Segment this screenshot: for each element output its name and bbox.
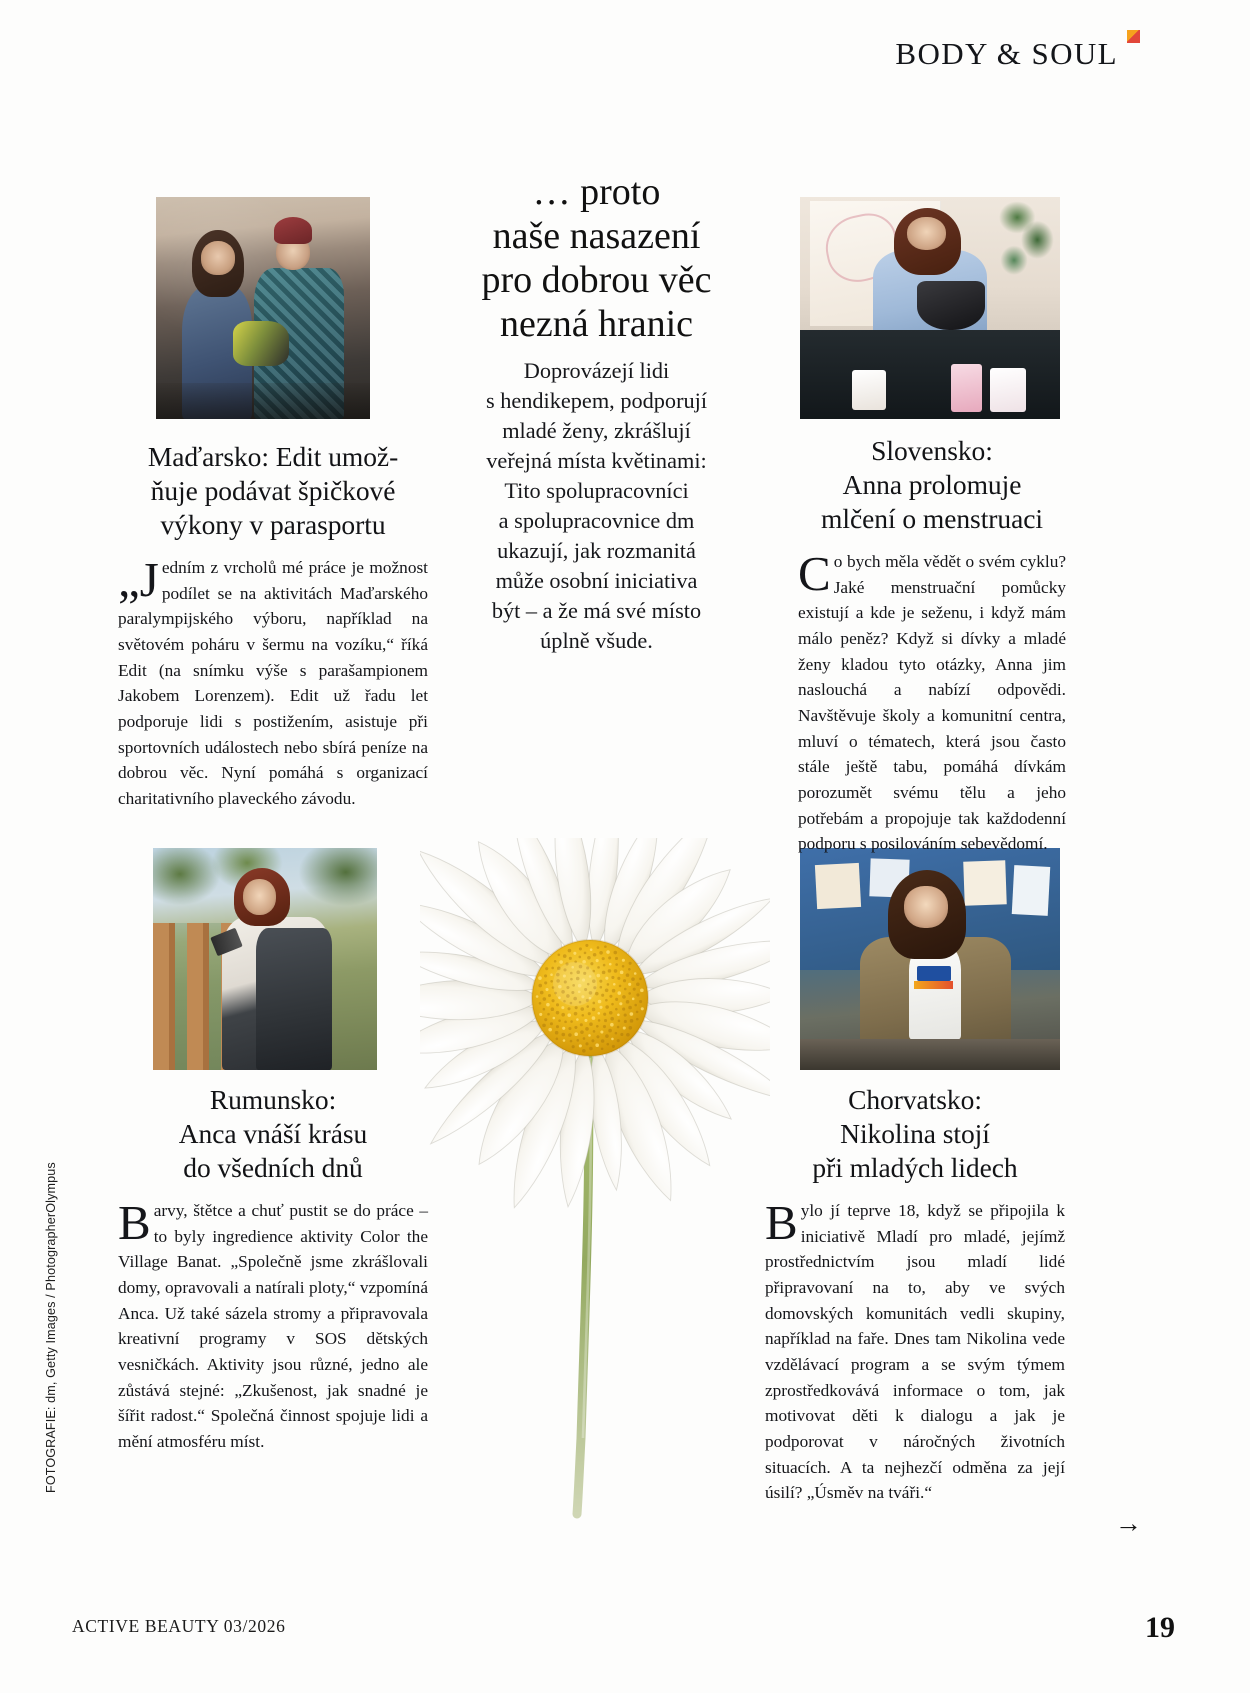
heading-line: výkony v parasportu xyxy=(160,508,386,540)
continue-arrow-icon: → xyxy=(1115,1508,1142,1538)
deck-line: mladé ženy, zkrášlují xyxy=(502,418,691,444)
daisy-flower-illustration xyxy=(420,838,770,1526)
heading-line: ňuje podávat špičkové xyxy=(150,474,396,506)
heading-line: Nikolina stojí xyxy=(840,1117,990,1149)
kicker-line: naše nasazení xyxy=(492,215,701,258)
deck-line: úplně všude. xyxy=(540,628,653,654)
heading-line: do všedních dnů xyxy=(183,1151,363,1183)
heading-line: Maďarsko: Edit umož- xyxy=(147,441,399,472)
deck-line: Doprovázejí lidi xyxy=(523,358,670,384)
deck-line: a spolupracovnice dm xyxy=(498,508,695,534)
center-column xyxy=(444,170,749,656)
heading-line: mlčení o menstruaci xyxy=(821,502,1043,534)
corner-accent-mark xyxy=(1127,30,1140,43)
footer-issue-label: ACTIVE BEAUTY 03/2026 xyxy=(72,1616,286,1636)
section-body-slovakia xyxy=(798,545,1066,857)
body-paragraph: Co bych měla vědět o svém cyklu? Jaké menstruační pomůcky existují a kde je seženu, i když mám málo peněz? Když si dívky a mladé ženy kladou tyto otázky, Anna jim naslouchá a nabízí odpovědi. Navštěvuje školy a komunitní centra, mluví o tématech, která jsou často stále ještě tabu, pomáhá dívkám porozumět svému tělu a jeho potřebám a propojuje tak každodenní podporu s posilováním sebevědomí. xyxy=(798,545,1066,854)
body-paragraph: „Jedním z vrcholů mé práce je možnost podílet se na aktivitách Maďarského paralympijského výboru, například na světovém poháru v šermu na vozíku,“ říká Edit (na snímku výše s parašampionem Jakobem Lorenzem). Edit už řadu let podporuje lidi s postižením, asistuje při sportovních událostech nebo sbírá peníze na dobrou věc. Nyní pomáhá s organizací charitativního plaveckého závodu. xyxy=(118,551,428,808)
section-heading-romania xyxy=(118,1083,428,1185)
heading-line: Anca vnáší krásu xyxy=(178,1117,368,1149)
running-head-title: BODY & SOUL xyxy=(895,36,1118,71)
deck-line: ukazují, jak rozmanitá xyxy=(497,538,696,564)
heading-line: Chorvatsko: xyxy=(848,1084,982,1115)
footer-page-number: 19 xyxy=(1145,1611,1175,1644)
section-romania xyxy=(118,1083,428,1455)
photo-romania xyxy=(153,848,377,1070)
section-body-croatia xyxy=(765,1194,1065,1506)
photo-credit: FOTOGRAFIE: dm, Getty Images / PhotographerOlympus xyxy=(44,1162,58,1493)
deck-line: Tito spolupracovníci xyxy=(504,478,689,504)
body-paragraph: Barvy, štětce a chuť pustit se do práce – to byly ingredience aktivity Color the Village Banat. „Společně jsme zkrášlovali domy, opravovali a natírali ploty,“ vzpomíná Anca. Už také sázela stromy a připravovala kreativní programy v SOS dětských vesničkách. Aktivity jsou různé, jedno ale zůstává stejné: „Zkušenost, jak snadné je šířit radost.“ Společná činnost spojuje lidi a mění atmosféru míst. xyxy=(118,1194,428,1451)
center-deck xyxy=(444,356,749,656)
section-croatia xyxy=(765,1083,1065,1506)
photo-hungary xyxy=(156,197,370,419)
section-heading-croatia xyxy=(765,1083,1065,1185)
section-heading-hungary xyxy=(118,440,428,542)
heading-line: Rumunsko: xyxy=(209,1084,337,1115)
deck-line: s hendikepem, podporují xyxy=(485,388,708,414)
heading-line: Anna prolomuje xyxy=(842,468,1022,500)
section-hungary xyxy=(118,440,428,812)
section-heading-slovakia xyxy=(798,434,1066,536)
kicker-line: … proto xyxy=(532,171,661,213)
section-slovakia xyxy=(798,434,1066,857)
body-paragraph: Bylo jí teprve 18, když se připojila k iniciativě Mladí pro mladé, jejímž prostřednictvím jsou mladí lidé připravovaní na to, aby ve svých domovských komunitách vedli skupiny, například na faře. Dnes tam Nikolina vede vzdělávací program a se svým týmem zprostředkovává informace o tom, jak motivovat děti k dialogu a jak je podporovat v náročných životních situacích. A ta nejhezčí odměna za její úsilí? „Úsměv na tváři.“ xyxy=(765,1194,1065,1503)
kicker-line: nezná hranic xyxy=(499,303,694,346)
photo-slovakia xyxy=(800,197,1060,419)
section-body-romania xyxy=(118,1194,428,1455)
heading-line: při mladých lidech xyxy=(812,1151,1018,1183)
deck-line: být – a že má své místo xyxy=(491,598,702,624)
kicker-line: pro dobrou věc xyxy=(481,259,712,302)
center-kicker xyxy=(444,170,749,346)
deck-line: může osobní iniciativa xyxy=(495,568,698,594)
deck-line: veřejná místa květinami: xyxy=(486,448,707,474)
heading-line: Slovensko: xyxy=(871,435,993,466)
photo-croatia xyxy=(800,848,1060,1070)
section-body-hungary xyxy=(118,551,428,812)
